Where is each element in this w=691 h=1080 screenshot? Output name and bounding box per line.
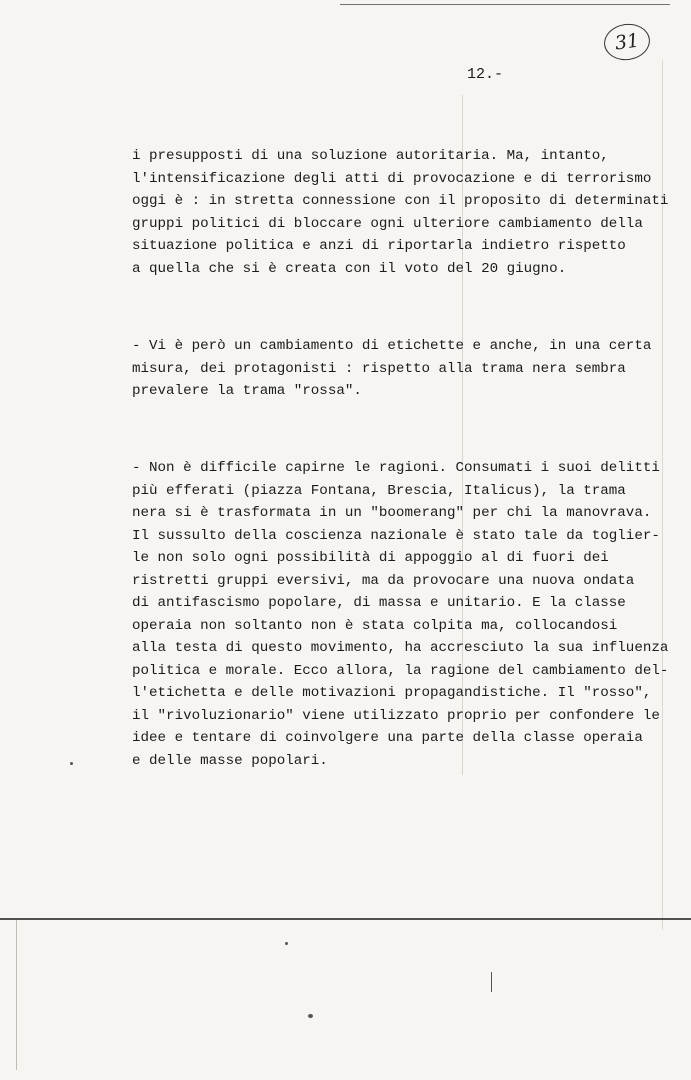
text-line: - Vi è però un cambiamento di etichette e anche, in una certa	[132, 338, 652, 354]
text-line: idee e tentare di coinvolgere una parte della classe operaia	[132, 730, 643, 746]
text-line: ristretti gruppi eversivi, ma da provocare una nuova ondata	[132, 572, 635, 589]
text-line: il "rivoluzionario" viene utilizzato proprio per confondere le	[132, 707, 660, 724]
page-number: 12.-	[467, 66, 504, 83]
scan-speck	[285, 942, 288, 945]
text-line: oggi è : in stretta connessione con il proposito di determinati	[132, 193, 669, 209]
text-line: l'intensificazione degli atti di provocazione e di terrorismo	[132, 170, 652, 187]
text-line: e delle masse popolari.	[132, 752, 328, 769]
paragraph-3	[132, 457, 672, 772]
text-line: a quella che si è creata con il voto del 20 giugno.	[132, 260, 567, 277]
text-line: situazione politica e anzi di riportarla indietro rispetto	[132, 238, 626, 254]
text-line: - Non è difficile capirne le ragioni. Consumati i suoi delitti	[132, 460, 660, 476]
text-line: le non solo ogni possibilità di appoggio al di fuori dei	[132, 550, 609, 566]
text-line: più efferati (piazza Fontana, Brescia, Italicus), la trama	[132, 482, 626, 499]
text-line: prevalere la trama "rossa".	[132, 383, 362, 399]
text-line: di antifascismo popolare, di massa e unitario. E la classe	[132, 595, 626, 611]
paragraph-2	[132, 335, 672, 403]
text-line: misura, dei protagonisti : rispetto alla trama nera sembra	[132, 360, 626, 377]
text-line: politica e morale. Ecco allora, la ragione del cambiamento del-	[132, 662, 669, 679]
scan-speck	[308, 1014, 313, 1018]
paragraph-1	[132, 145, 672, 280]
handwritten-page-stamp: 31	[602, 21, 653, 63]
underlying-sheet-edge	[0, 918, 691, 920]
text-line: gruppi politici di bloccare ogni ulteriore cambiamento della	[132, 215, 643, 232]
text-line: Il sussulto della coscienza nazionale è stato tale da toglier-	[132, 527, 660, 544]
text-line: operaia non soltanto non è stata colpita ma, collocandosi	[132, 617, 618, 634]
scan-speck	[70, 762, 73, 765]
text-line: nera si è trasformata in un "boomerang" per chi la manovrava.	[132, 505, 652, 521]
scan-speck	[491, 972, 492, 992]
text-line: l'etichetta e delle motivazioni propagandistiche. Il "rosso",	[132, 685, 652, 701]
text-line: i presupposti di una soluzione autoritaria. Ma, intanto,	[132, 148, 609, 164]
text-line: alla testa di questo movimento, ha accresciuto la sua influenza	[132, 640, 669, 656]
top-edge-line	[340, 4, 670, 5]
underlying-sheet-left-edge	[16, 920, 17, 1070]
